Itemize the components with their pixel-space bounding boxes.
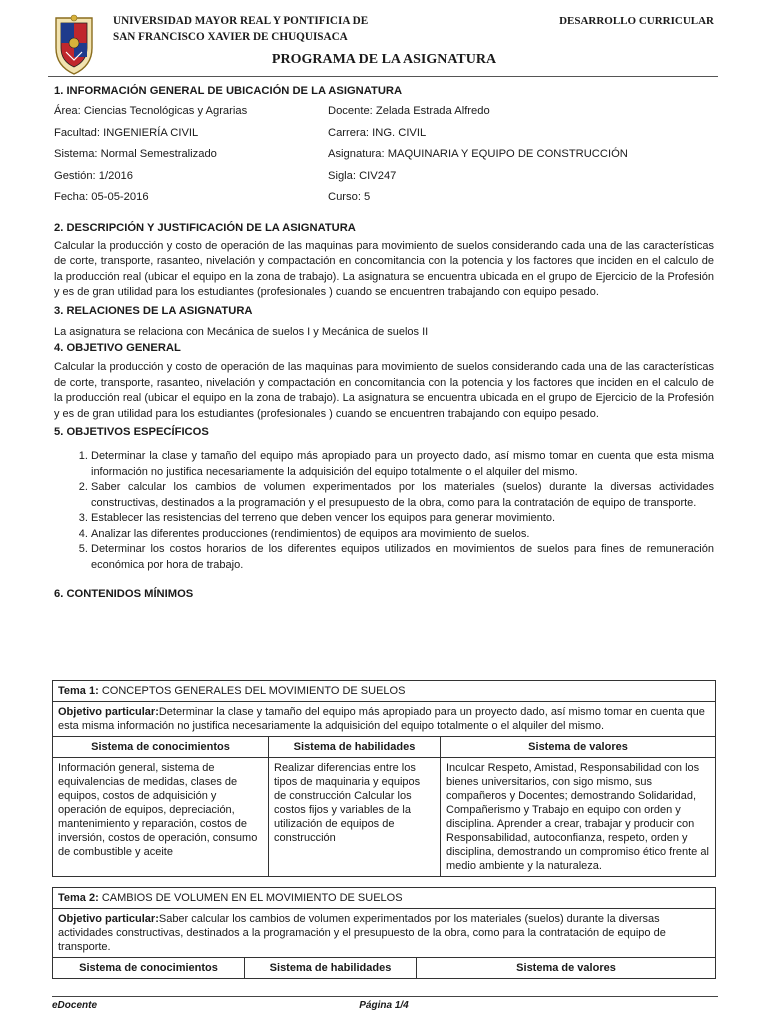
tema-1-valores: Inculcar Respeto, Amistad, Responsabilidad con los bienes universitarios, con sigo mismo, sus compañeros y Docentes; demostrando Solidaridad, Compañerismo y Trabajo en equipo con orden y disciplina. Aprender a crear, trabajar y producir con Responsabilidad, autoconfianza, respeto, orden y disciplina, demostrando un compromiso ético frente al medio ambiente y la naturaleza. (441, 758, 716, 877)
info-docente: Docente: Zelada Estrada Alfredo (328, 105, 490, 117)
objective-label: Objetivo particular: (58, 913, 159, 925)
tema-1-table (52, 680, 716, 877)
section-1-title: 1. INFORMACIÓN GENERAL DE UBICACIÓN DE LA ASIGNATURA (54, 85, 403, 97)
footer-divider (52, 996, 718, 997)
col-header-conocimientos: Sistema de conocimientos (53, 737, 269, 758)
tema-2-objective (53, 909, 716, 958)
page-header (0, 0, 768, 82)
info-sistema: Sistema: Normal Semestralizado (54, 148, 217, 160)
section-4-title: 4. OBJETIVO GENERAL (54, 342, 181, 354)
tema-1-header (53, 681, 716, 702)
tema-1-name: CONCEPTOS GENERALES DEL MOVIMIENTO DE SUELOS (101, 685, 406, 697)
col-header-habilidades: Sistema de habilidades (245, 958, 417, 979)
list-item: 2. Saber calcular los cambios de volumen experimentados por los materiales (suelos) durante la diversas actividades constructivas, destinados a la programación y el presupuesto de la obra, como para la contratación de equipo de transporte. (91, 480, 714, 511)
info-gestion: Gestión: 1/2016 (54, 169, 133, 182)
university-seal-icon (52, 14, 96, 78)
footer-page-number: Página 1/4 (359, 1000, 409, 1011)
list-item: 1. Determinar la clase y tamaño del equipo más apropiado para un proyecto dado, así mismo tomar en cuenta que esta misma información no justifica necesariamente la adquisición del equipo totalmente o el alquiler del mismo. (91, 449, 714, 480)
list-item: 5. Determinar los costos horarios de los diferentes equipos utilizados en movimientos de suelos para fines de remuneración económica por hora de trabajo. (91, 542, 714, 573)
footer-edocente: eDocente (52, 1000, 98, 1011)
info-carrera: Carrera: ING. CIVIL (328, 126, 427, 139)
document-body (54, 83, 714, 601)
info-curso: Curso: 5 (328, 191, 371, 203)
list-item: 4. Analizar las diferentes producciones (rendimientos) de equipos ara movimiento de suelos. (91, 527, 714, 543)
tema-1-habilidades: Realizar diferencias entre los tipos de maquinaria y equipos de construcción Calcular los costos fijos y variables de la utilización de equipos de construcción (269, 758, 441, 877)
info-asignatura: Asignatura: MAQUINARIA Y EQUIPO DE CONSTRUCCIÓN (328, 148, 628, 160)
section-3-text: La asignatura se relaciona con Mecánica de suelos I y Mecánica de suelos II (54, 325, 429, 338)
tema-1-conocimientos: Información general, sistema de equivalencias de medidas, clases de equipos, costos de adquisición y operación de equipos, depreciación, mantenimiento y reparación, costos de inversión, costos de operación, consumo de combustible y aceite (53, 758, 269, 877)
col-header-habilidades: Sistema de habilidades (269, 737, 441, 758)
tema-2-table (52, 887, 716, 979)
section-3-title: 3. RELACIONES DE LA ASIGNATURA (54, 304, 253, 317)
university-name-line2: SAN FRANCISCO XAVIER DE CHUQUISACA (113, 31, 348, 43)
department-label: DESARROLLO CURRICULAR (559, 15, 714, 27)
col-header-valores: Sistema de valores (441, 737, 716, 758)
section-4-text: Calcular la producción y costo de operación de las maquinas para movimiento de suelos considerando cada una de las características de corte, transporte, rasanteo, nivelación y compactación en concomitancia con la potencia y los factores que inciden en el calculo de la producción real (ubicar el equipo en la zona de trabajo). La asignatura se encuentra ubicada en el grupo de Ejercicio de la Profesión y es de gran utilidad para los estudiantes (profesionales ) cuando se encuentren trabajando con equipo pesado. (54, 361, 714, 420)
tema-2-objective-text: Saber calcular los cambios de volumen experimentados por los materiales (suelos) durante la diversas actividades constructivas, destinados a la programación y el presupuesto de la obra, como para la contratación de equipo de transporte. (58, 913, 666, 953)
info-facultad: Facultad: INGENIERÍA CIVIL (54, 126, 199, 139)
section-6-title: 6. CONTENIDOS MÍNIMOS (54, 588, 194, 600)
col-header-conocimientos: Sistema de conocimientos (53, 958, 245, 979)
university-name-line1: UNIVERSIDAD MAYOR REAL Y PONTIFICIA DE (113, 15, 369, 27)
section-5-title: 5. OBJETIVOS ESPECÍFICOS (54, 426, 209, 438)
tema-2-header (53, 888, 716, 909)
section-2-title: 2. DESCRIPCIÓN Y JUSTIFICACIÓN DE LA ASIGNATURA (54, 221, 356, 234)
info-area: Área: Ciencias Tecnológicas y Agrarias (54, 105, 248, 117)
header-divider (48, 76, 718, 77)
specific-objectives-list (54, 449, 714, 573)
program-title: PROGRAMA DE LA ASIGNATURA (271, 52, 497, 67)
tema-1-label: Tema 1: (58, 685, 99, 697)
info-fecha: Fecha: 05-05-2016 (54, 191, 149, 203)
tema-2-name: CAMBIOS DE VOLUMEN EN EL MOVIMIENTO DE SUELOS (101, 892, 403, 904)
tema-1-objective-text: Determinar la clase y tamaño del equipo más apropiado para un proyecto dado, así mismo tomar en cuenta que esta misma información no justifica necesariamente la adquisición del equipo totalmente o el alquiler del mismo. (58, 706, 705, 732)
tema-1-objective (53, 702, 716, 737)
objective-label: Objetivo particular: (58, 706, 159, 718)
list-item: 3. Establecer las resistencias del terreno que deben vencer los equipos para generar movimiento. (91, 511, 714, 527)
col-header-valores: Sistema de valores (417, 958, 716, 979)
section-2-text: Calcular la producción y costo de operación de las maquinas para movimiento de suelos considerando cada una de las características de corte, transporte, rasanteo, nivelación y compactación en concomitancia con la potencia y los factores que inciden en el calculo de la producción real (ubicar el equipo en la zona de trabajo). La asignatura se encuentra ubicada en el grupo de Ejercicio de la Profesión y es de gran utilidad para los estudiantes (profesionales ) cuando se encuentren trabajando con equipo pesado. (54, 239, 714, 298)
general-info-grid (54, 104, 714, 212)
info-sigla: Sigla: CIV247 (328, 169, 397, 182)
tema-2-label: Tema 2: (58, 892, 99, 904)
